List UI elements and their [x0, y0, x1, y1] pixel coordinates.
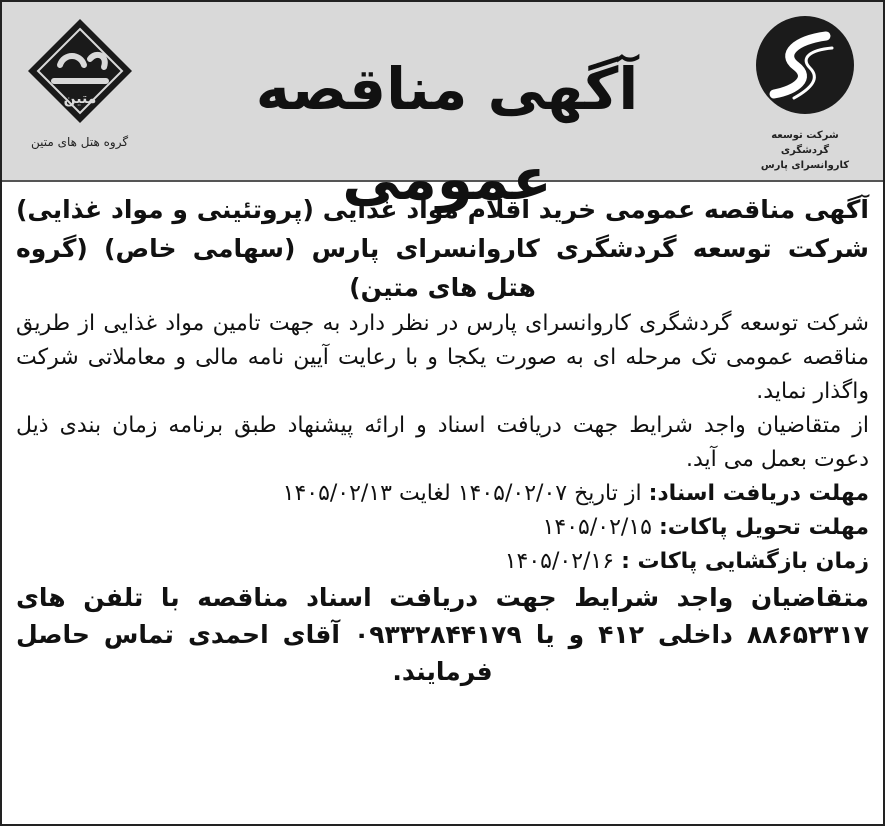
deadline-value: ۱۴۰۵/۰۲/۱۶ [504, 549, 615, 574]
contact-paragraph: متقاضیان واجد شرایط جهت دریافت اسناد مناقصه با تلفن های ۸۸۶۵۲۳۱۷ داخلی ۴۱۲ و یا ۰۹۳۳۲۸۴۴۱۷۹ آقای احمدی تماس حاصل فرمایند. [16, 583, 869, 686]
deadline-documents [16, 477, 869, 511]
deadline-label: مهلت تحویل پاکات: [658, 515, 869, 540]
deadline-value: از تاریخ ۱۴۰۵/۰۲/۰۷ لغایت ۱۴۰۵/۰۲/۱۳ [282, 481, 642, 506]
deadline-opening [16, 545, 869, 579]
road-curve-icon [756, 16, 854, 114]
deadline-submission [16, 511, 869, 545]
intro-paragraph: شرکت توسعه گردشگری کاروانسرای پارس در نظر دارد به جهت تامین مواد غذایی از طریق مناقصه عمومی تک مرحله ای به صورت یکجا و با رعایت آیین نامه مالی و معاملاتی شرکت واگذار نماید. [16, 311, 869, 404]
invitation-paragraph: از متقاضیان واجد شرایط جهت دریافت اسناد و ارائه پیشنهاد طبق برنامه زمان بندی ذیل دعوت بعمل می آید. [16, 413, 869, 472]
notice-body [16, 190, 869, 690]
header-band [2, 2, 883, 213]
deadline-value: ۱۴۰۵/۰۲/۱۵ [542, 515, 652, 540]
deadline-label: مهلت دریافت اسناد: [648, 481, 869, 506]
company-name [749, 128, 861, 173]
deadline-label: زمان بازگشایی پاکات : [621, 549, 869, 574]
company-logo [749, 16, 861, 176]
company-name-line1: شرکت توسعه گردشگری [771, 130, 839, 156]
company-name-line2: کاروانسرای پارس [760, 160, 850, 171]
hotel-group-name: گروه هتل های متین [30, 135, 129, 149]
hotel-group-mark-text: متین [63, 91, 96, 107]
hotel-group-mark-icon [21, 12, 139, 130]
page-title: آگهی مناقصه عمومی [255, 55, 639, 213]
hotel-group-logo [12, 12, 147, 172]
notice-heading: آگهی مناقصه عمومی خرید اقلام مواد غذایی (پروتئینی و مواد غذایی) شرکت توسعه گردشگری کاروانسرای پارس (سهامی خاص) (گروه هتل های متین) [16, 195, 869, 302]
